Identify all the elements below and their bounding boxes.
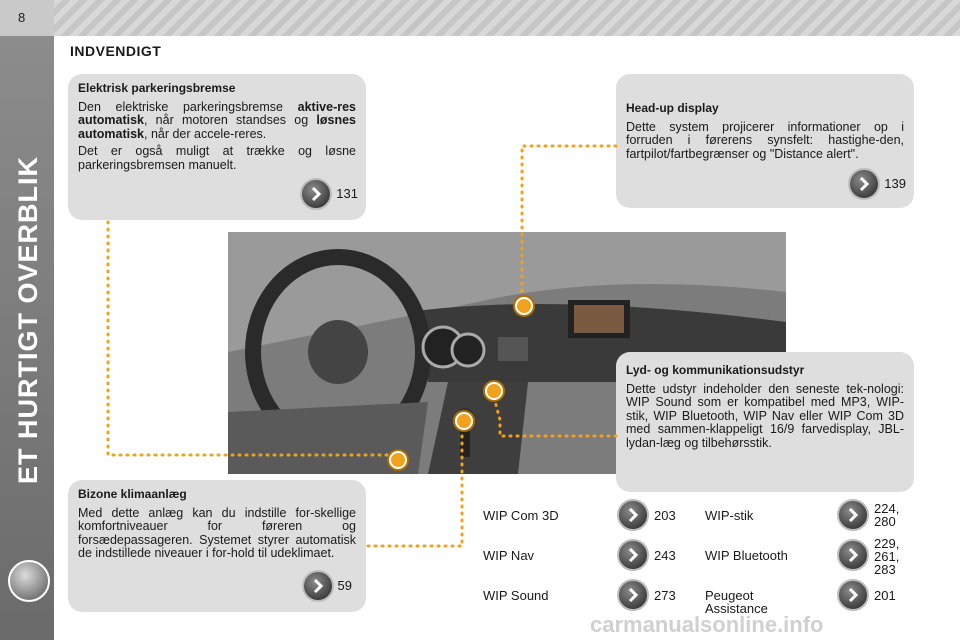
chevron-right-icon[interactable] bbox=[300, 178, 332, 210]
chevron-right-icon[interactable] bbox=[617, 499, 649, 531]
chevron-right-icon[interactable] bbox=[617, 539, 649, 571]
climate-text: Med dette anlæg kan du indstille for-skellige komfortniveauer for føreren og forsædepassageren. Systemet styrer automatisk de indstillede niveauer i for-hold til udeklimaet. bbox=[78, 505, 356, 560]
callout-marker-icon bbox=[455, 412, 473, 430]
parking-brake-title: Elektrisk parkeringsbremse bbox=[78, 81, 236, 95]
head-up-card bbox=[616, 74, 914, 208]
audio-text: Dette udstyr indeholder den seneste tek-nologi: WIP Sound som er kompatibel med MP3, WIP-stik, WIP Bluetooth, WIP Nav eller WIP Com 3D med sammen-klappeligt 16/9 farvedisplay, JBL-lydan-læg og tilbehørsstik. bbox=[626, 381, 904, 450]
page-number: 8 bbox=[0, 0, 54, 36]
wip-label: WIP Sound bbox=[483, 588, 549, 603]
wip-label: WIP Com 3D bbox=[483, 508, 559, 523]
callout-marker-icon bbox=[389, 451, 407, 469]
wip-pages: 203 bbox=[654, 508, 676, 523]
wip-label: WIP Nav bbox=[483, 548, 535, 563]
chevron-right-icon[interactable] bbox=[848, 168, 880, 200]
parking-brake-card bbox=[68, 74, 366, 220]
climate-title: Bizone klimaanlæg bbox=[78, 487, 187, 501]
chevron-right-icon[interactable] bbox=[617, 579, 649, 611]
head-up-title: Head-up display bbox=[626, 101, 719, 115]
climate-page: 59 bbox=[337, 578, 352, 594]
page-heading: INDVENDIGT bbox=[70, 43, 162, 59]
wip-pages: 201 bbox=[874, 588, 896, 603]
parking-brake-text-2: Det er også muligt at trække og løsne parkeringsbremsen manuelt. bbox=[78, 144, 356, 172]
callout-marker-icon bbox=[515, 297, 533, 315]
wip-pages: 273 bbox=[654, 588, 676, 603]
wip-label: WIP-stik bbox=[705, 508, 754, 523]
wip-label: Peugeot Assistance bbox=[705, 588, 768, 616]
chevron-right-icon[interactable] bbox=[837, 579, 869, 611]
wip-pages: 224, 280 bbox=[874, 501, 900, 529]
chevron-right-icon[interactable] bbox=[837, 539, 869, 571]
watermark: carmanualsonline.info bbox=[590, 612, 824, 637]
head-up-text: Dette system projicerer informationer op i forruden i førerens synsfelt: hastighe-den, fartpilot/fartbegrænser og "Distance alert". bbox=[626, 119, 904, 161]
top-banner bbox=[54, 0, 960, 36]
head-up-ref[interactable] bbox=[848, 168, 906, 200]
parking-brake-ref[interactable] bbox=[300, 178, 358, 210]
section-disc-icon bbox=[8, 560, 50, 602]
chevron-right-icon[interactable] bbox=[302, 570, 334, 602]
wip-pages: 243 bbox=[654, 548, 676, 563]
wip-label: WIP Bluetooth bbox=[705, 548, 788, 563]
parking-brake-text-1: Den elektriske parkeringsbremse aktive-res automatisk, når motoren standses og løsnes automatisk, når der accele-reres. bbox=[78, 99, 356, 141]
wip-pages: 229, 261, 283 bbox=[874, 536, 900, 577]
audio-title: Lyd- og kommunikationsudstyr bbox=[626, 363, 805, 377]
chevron-right-icon[interactable] bbox=[837, 499, 869, 531]
callout-marker-icon bbox=[485, 382, 503, 400]
climate-card bbox=[68, 480, 366, 612]
sidebar bbox=[0, 0, 54, 640]
section-title: ET HURTIGT OVERBLIK bbox=[13, 156, 43, 484]
climate-ref[interactable] bbox=[302, 570, 352, 602]
audio-card bbox=[616, 352, 914, 492]
parking-brake-page: 131 bbox=[336, 186, 358, 202]
head-up-page: 139 bbox=[884, 176, 906, 192]
